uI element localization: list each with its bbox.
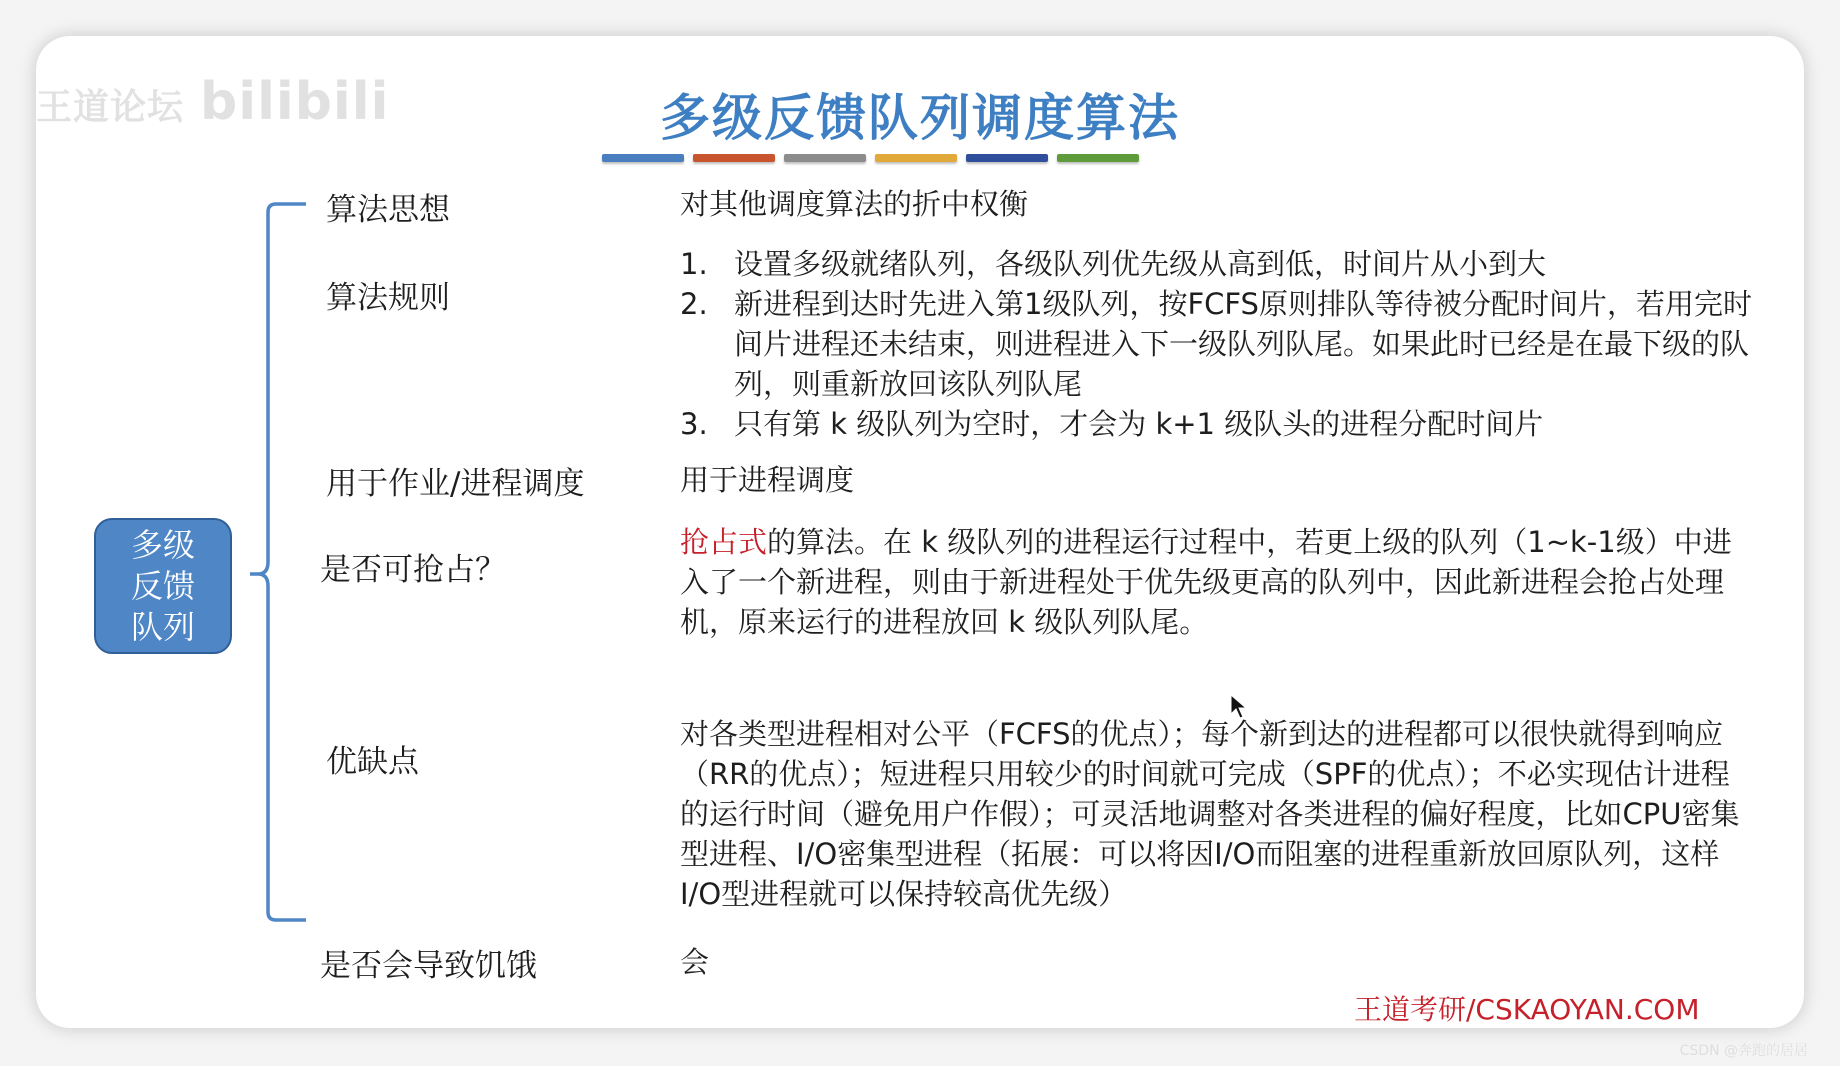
title-color-bars	[602, 154, 1139, 162]
rule-item	[680, 244, 1760, 284]
rules-list	[680, 244, 1760, 444]
content-pros-cons: 对各类型进程相对公平（FCFS的优点）；每个新到达的进程都可以很快就得到响应（RR的优点）；短进程只用较少的时间就可完成（SPF的优点）；不必实现估计进程的运行时间（避免用户作假）；可灵活地调整对各类进程的偏好程度，比如CPU密集型进程、I/O密集型进程（拓展：可以将因I/O而阻塞的进程重新放回原队列，这样I/O型进程就可以保持较高优先级）	[680, 717, 1740, 911]
watermark-forum-text: 王道论坛	[36, 87, 185, 128]
rule-number: 3.	[680, 407, 708, 441]
preemptive-highlight: 抢占式	[680, 525, 768, 559]
rule-item	[680, 284, 1760, 404]
root-line-1: 多级	[130, 525, 195, 564]
content-usage: 用于进程调度	[680, 463, 855, 497]
title-bar-2	[693, 154, 775, 162]
title-bar-4	[875, 154, 957, 162]
root-line-3: 队列	[130, 607, 195, 646]
rule-item	[680, 404, 1760, 444]
label-algorithm-idea: 算法思想	[326, 192, 450, 228]
label-starvation: 是否会导致饥饿	[320, 948, 537, 984]
rule-text: 新进程到达时先进入第1级队列，按FCFS原则排队等待被分配时间片，若用完时间片进程还未结束，则进程进入下一级队列队尾。如果此时已经是在最下级的队列，则重新放回该队列队尾	[734, 287, 1752, 401]
root-node	[94, 518, 232, 654]
bilibili-logo: bilibili	[200, 72, 390, 132]
label-pros-cons: 优缺点	[326, 744, 419, 780]
watermark-bottom-right: CSDN @奔跑的居居	[1679, 1043, 1808, 1059]
content-preemptive	[680, 522, 1750, 642]
content-algorithm-idea: 对其他调度算法的折中权衡	[680, 187, 1029, 221]
rule-text: 只有第 k 级队列为空时，才会为 k+1 级队头的进程分配时间片	[734, 407, 1544, 441]
content-starvation: 会	[680, 945, 710, 979]
label-preemptive: 是否可抢占？	[320, 552, 506, 588]
slide	[36, 36, 1804, 1028]
title-bar-6	[1057, 154, 1139, 162]
title-bar-1	[602, 154, 684, 162]
label-algorithm-rules: 算法规则	[326, 280, 450, 316]
rule-text: 设置多级就绪队列，各级队列优先级从高到低，时间片从小到大	[734, 247, 1547, 281]
mouse-pointer-icon	[1230, 694, 1248, 720]
root-line-2: 反馈	[130, 566, 195, 605]
preemptive-text: 的算法。在 k 级队列的进程运行过程中，若更上级的队列（1~k-1级）中进入了一个新进程，则由于新进程处于优先级更高的队列中，因此新进程会抢占处理机，原来运行的进程放回 k 级队列队尾。	[680, 525, 1732, 639]
label-usage: 用于作业/进程调度	[326, 466, 585, 502]
footer-brand: 王道考研/CSKAOYAN.COM	[1354, 993, 1700, 1026]
title-bar-3	[784, 154, 866, 162]
rule-number: 1.	[680, 247, 708, 281]
title-bar-5	[966, 154, 1048, 162]
slide-title: 多级反馈队列调度算法	[660, 89, 1180, 147]
rule-number: 2.	[680, 287, 708, 321]
